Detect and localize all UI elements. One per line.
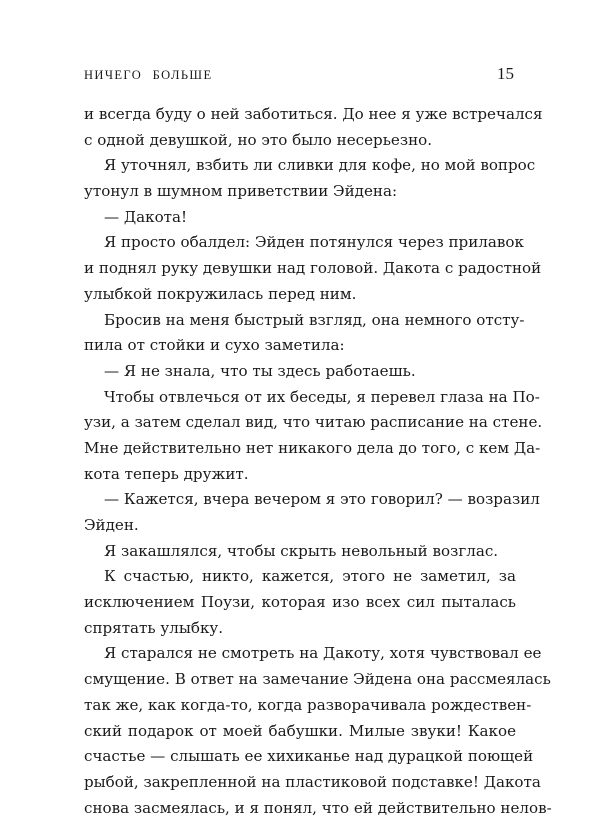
text-line: Я старался не смотреть на Дакоту, хотя чувствовал ее bbox=[104, 644, 542, 663]
text-line: кота теперь дружит. bbox=[84, 464, 249, 483]
running-head bbox=[84, 64, 514, 86]
text-line: Чтобы отвлечься от их беседы, я перевел глаза на По- bbox=[104, 387, 540, 406]
text-line: узи, а затем сделал вид, что читаю расписание на стене. bbox=[84, 413, 543, 432]
text-line: рыбой, закрепленной на пластиковой подставке! Дакота bbox=[84, 772, 541, 791]
text-line: К счастью, никто, кажется, этого не заметил, за bbox=[104, 567, 516, 586]
text-line: ский подарок от моей бабушки. Милые звуки! Какое bbox=[84, 721, 516, 740]
text-line: — Дакота! bbox=[104, 207, 188, 226]
text-line: Я уточнял, взбить ли сливки для кофе, но мой вопрос bbox=[104, 156, 536, 175]
text-line: Я просто обалдел: Эйден потянулся через прилавок bbox=[104, 233, 524, 252]
page-number: 15 bbox=[497, 64, 514, 83]
text-line: Мне действительно нет никакого дела до того, с кем Да- bbox=[84, 438, 541, 457]
running-title: НИЧЕГО БОЛЬШЕ bbox=[84, 68, 213, 82]
text-line: с одной девушкой, но это было несерьезно. bbox=[84, 130, 433, 149]
text-line: снова засмеялась, и я понял, что ей действительно нелов- bbox=[84, 798, 552, 817]
body-text bbox=[84, 102, 552, 817]
text-line: и всегда буду о ней заботиться. До нее я уже встречался bbox=[84, 105, 543, 123]
text-line: улыбкой покружилась перед ним. bbox=[84, 284, 357, 303]
text-line: пила от стойки и сухо заметила: bbox=[84, 336, 345, 355]
text-line: — Я не знала, что ты здесь работаешь. bbox=[104, 361, 416, 380]
text-line: и поднял руку девушки над головой. Дакота с радостной bbox=[84, 259, 542, 278]
text-line: утонул в шумном приветствии Эйдена: bbox=[84, 182, 398, 201]
text-line: Эйден. bbox=[84, 516, 139, 534]
text-line: Бросив на меня быстрый взгляд, она немного отсту- bbox=[104, 310, 525, 329]
text-line: смущение. В ответ на замечание Эйдена она рассмеялась bbox=[84, 670, 551, 689]
text-line: Я закашлялся, чтобы скрыть невольный возглас. bbox=[104, 541, 499, 560]
text-line: счастье — слышать ее хихиканье над дурацкой поющей bbox=[84, 747, 534, 766]
text-line: спрятать улыбку. bbox=[84, 618, 224, 637]
text-line: — Кажется, вчера вечером я это говорил? — возразил bbox=[104, 490, 540, 509]
text-line: так же, как когда-то, когда разворачивала рождествен- bbox=[84, 695, 532, 714]
text-line: исключением Поузи, которая изо всех сил пыталась bbox=[84, 593, 516, 612]
